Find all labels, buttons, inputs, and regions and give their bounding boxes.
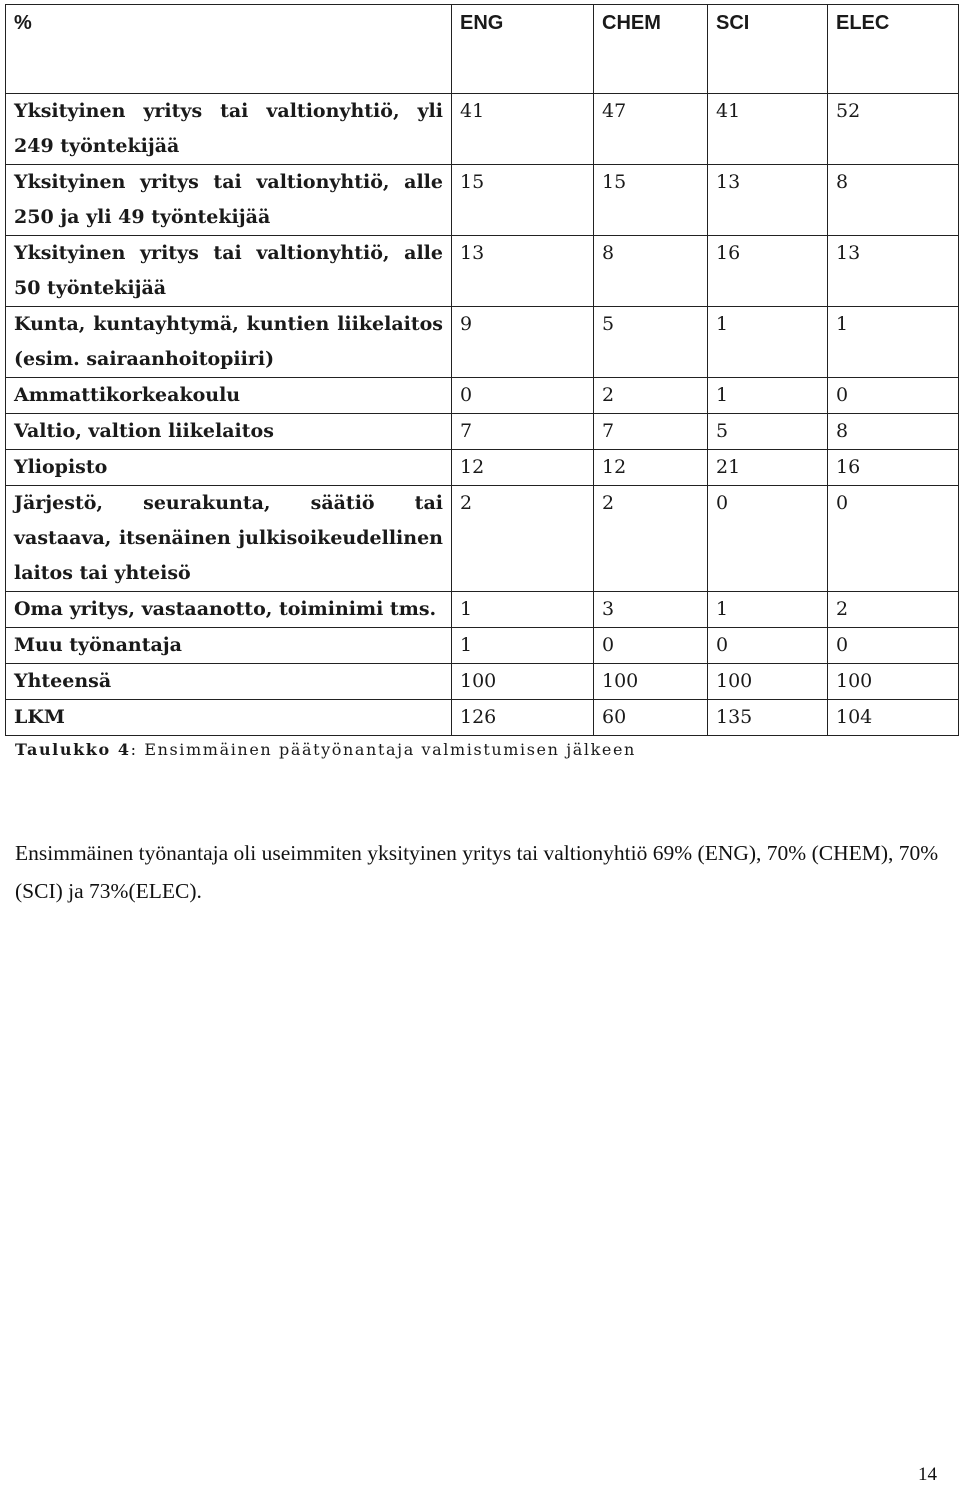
cell-eng: 15 <box>452 165 594 236</box>
cell-eng: 126 <box>452 700 594 736</box>
table-row-count <box>6 700 959 736</box>
table-row <box>6 94 959 165</box>
employer-table <box>5 4 959 736</box>
header-cell-sci: SCI <box>708 5 828 94</box>
cell-elec: 0 <box>828 628 959 664</box>
cell-eng: 100 <box>452 664 594 700</box>
cell-sci: 16 <box>708 236 828 307</box>
row-label: Valtio, valtion liikelaitos <box>6 414 452 450</box>
header-cell-chem: CHEM <box>594 5 708 94</box>
cell-sci: 41 <box>708 94 828 165</box>
cell-eng: 41 <box>452 94 594 165</box>
table-row <box>6 628 959 664</box>
cell-sci: 1 <box>708 307 828 378</box>
table-row <box>6 307 959 378</box>
table-row <box>6 592 959 628</box>
table-row <box>6 486 959 592</box>
cell-eng: 0 <box>452 378 594 414</box>
row-label: Ammattikorkeakoulu <box>6 378 452 414</box>
cell-chem: 100 <box>594 664 708 700</box>
cell-eng: 9 <box>452 307 594 378</box>
table-row <box>6 236 959 307</box>
cell-chem: 15 <box>594 165 708 236</box>
cell-chem: 7 <box>594 414 708 450</box>
table-row <box>6 378 959 414</box>
row-label: Yliopisto <box>6 450 452 486</box>
cell-elec: 2 <box>828 592 959 628</box>
caption-label: Taulukko 4 <box>15 740 131 759</box>
cell-chem: 2 <box>594 378 708 414</box>
cell-elec: 13 <box>828 236 959 307</box>
body-paragraph: Ensimmäinen työnantaja oli useimmiten yksityinen yritys tai valtionyhtiö 69% (ENG), 70% (CHEM), 70% (SCI) ja 73%(ELEC). <box>15 841 939 903</box>
cell-sci: 5 <box>708 414 828 450</box>
cell-chem: 2 <box>594 486 708 592</box>
table-row <box>6 165 959 236</box>
caption-text: : Ensimmäinen päätyönantaja valmistumisen jälkeen <box>130 740 636 759</box>
cell-sci: 1 <box>708 378 828 414</box>
cell-elec: 0 <box>828 378 959 414</box>
table-row-total <box>6 664 959 700</box>
cell-eng: 2 <box>452 486 594 592</box>
cell-elec: 100 <box>828 664 959 700</box>
cell-chem: 5 <box>594 307 708 378</box>
cell-eng: 7 <box>452 414 594 450</box>
cell-eng: 1 <box>452 592 594 628</box>
cell-sci: 21 <box>708 450 828 486</box>
cell-sci: 100 <box>708 664 828 700</box>
cell-eng: 12 <box>452 450 594 486</box>
row-label: Yksityinen yritys tai valtionyhtiö, alle 50 työntekijää <box>6 236 452 307</box>
cell-elec: 0 <box>828 486 959 592</box>
cell-sci: 13 <box>708 165 828 236</box>
row-label: Yksityinen yritys tai valtionyhtiö, alle 250 ja yli 49 työntekijää <box>6 165 452 236</box>
cell-elec: 8 <box>828 414 959 450</box>
cell-elec: 52 <box>828 94 959 165</box>
table-caption <box>15 740 636 759</box>
cell-eng: 13 <box>452 236 594 307</box>
cell-chem: 3 <box>594 592 708 628</box>
row-label: LKM <box>6 700 452 736</box>
cell-sci: 0 <box>708 628 828 664</box>
row-label: Kunta, kuntayhtymä, kuntien liikelaitos (esim. sairaanhoitopiiri) <box>6 307 452 378</box>
cell-chem: 8 <box>594 236 708 307</box>
cell-elec: 1 <box>828 307 959 378</box>
table-row <box>6 414 959 450</box>
cell-elec: 104 <box>828 700 959 736</box>
header-cell-elec: ELEC <box>828 5 959 94</box>
header-cell-eng: ENG <box>452 5 594 94</box>
cell-sci: 135 <box>708 700 828 736</box>
row-label: Muu työnantaja <box>6 628 452 664</box>
cell-sci: 1 <box>708 592 828 628</box>
page-number: 14 <box>918 1464 937 1485</box>
cell-chem: 12 <box>594 450 708 486</box>
row-label: Yksityinen yritys tai valtionyhtiö, yli 249 työntekijää <box>6 94 452 165</box>
row-label: Oma yritys, vastaanotto, toiminimi tms. <box>6 592 452 628</box>
cell-chem: 47 <box>594 94 708 165</box>
row-label: Järjestö, seurakunta, säätiö tai vastaava, itsenäinen julkisoikeudellinen laitos tai yhteisö <box>6 486 452 592</box>
cell-chem: 60 <box>594 700 708 736</box>
cell-eng: 1 <box>452 628 594 664</box>
table-header-row <box>6 5 959 94</box>
cell-elec: 8 <box>828 165 959 236</box>
header-cell-percent: % <box>6 5 452 94</box>
cell-sci: 0 <box>708 486 828 592</box>
cell-elec: 16 <box>828 450 959 486</box>
cell-chem: 0 <box>594 628 708 664</box>
table-row <box>6 450 959 486</box>
row-label: Yhteensä <box>6 664 452 700</box>
